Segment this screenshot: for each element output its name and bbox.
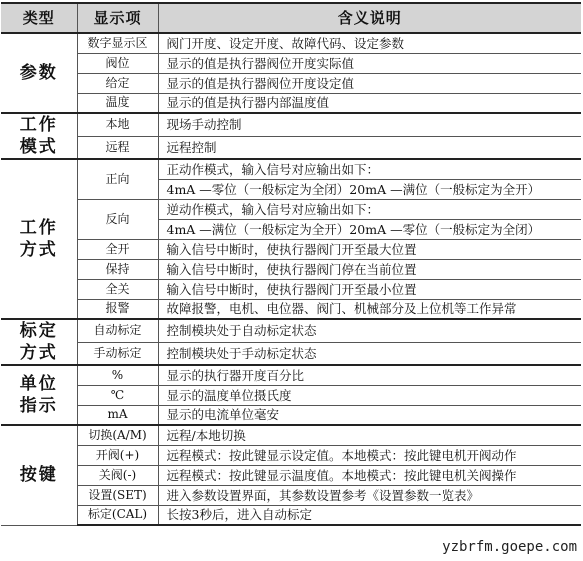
category-label-line1: 标定 [19,321,58,341]
description-cell: 阀门开度、设定开度、故障代码、设定参数 [158,33,581,53]
category-label-line1: 单位 [19,374,58,394]
description-cell: 远程模式：按此键显示设定值。本地模式：按此键电机开阀动作 [158,445,581,465]
description-cell: 4mA —满位（一般标定为全开）20mA —零位（一般标定为全闭） [158,219,581,239]
description-cell: 显示的电流单位毫安 [158,405,581,425]
table-row [1,425,581,445]
display-item-cell: 切换(A/M) [77,425,158,445]
display-item-cell: 全开 [77,239,158,259]
display-item-cell: 保持 [77,259,158,279]
display-item-cell: 给定 [77,73,158,93]
category-label-line1: 工作 [19,115,58,135]
display-item-cell: ℃ [77,385,158,405]
display-item-cell: 远程 [77,136,158,159]
description-cell: 显示的温度单位摄氏度 [158,385,581,405]
table-row [1,485,581,505]
display-items-table [1,2,581,526]
table-row [1,445,581,465]
description-cell: 远程模式：按此键显示温度值。本地模式：按此键电机关阀操作 [158,465,581,485]
table-row [1,299,581,319]
watermark: yzbrfm.goepe.com [442,539,577,555]
table-row [1,136,581,159]
category-cell [1,365,77,425]
description-cell: 故障报警，电机、电位器、阀门、机械部分及上位机等工作异常 [158,299,581,319]
description-cell: 正动作模式，输入信号对应输出如下： [158,159,581,179]
display-item-cell: 开阀(+) [77,445,158,465]
display-item-cell: 关阀(-) [77,465,158,485]
category-cell [1,113,77,159]
display-item-cell: 设置(SET) [77,485,158,505]
table-row [1,199,581,219]
description-cell: 显示的值是执行器阀位开度实际值 [158,53,581,73]
display-item-cell: 报警 [77,299,158,319]
description-cell: 进入参数设置界面，其参数设置参考《设置参数一览表》 [158,485,581,505]
description-cell: 显示的值是执行器内部温度值 [158,93,581,113]
description-cell: 控制模块处于手动标定状态 [158,342,581,365]
description-cell: 远程/本地切换 [158,425,581,445]
display-item-cell: 反向 [77,199,158,239]
category-cell: 参数 [1,33,77,113]
table-row [1,239,581,259]
display-item-cell: 阀位 [77,53,158,73]
display-item-cell: 正向 [77,159,158,199]
table-row [1,465,581,485]
table-row [1,279,581,299]
description-cell: 现场手动控制 [158,113,581,136]
display-item-cell: 自动标定 [77,319,158,342]
description-cell: 逆动作模式，输入信号对应输出如下： [158,199,581,219]
description-cell: 输入信号中断时，使执行器阀门开至最大位置 [158,239,581,259]
table-row [1,113,581,136]
table-row [1,505,581,525]
category-label-line2: 模式 [19,137,58,157]
table-row [1,365,581,385]
description-cell: 控制模块处于自动标定状态 [158,319,581,342]
description-cell: 长按3秒后，进入自动标定 [158,505,581,525]
table-body [1,33,581,525]
category-cell [1,319,77,365]
category-label-line2: 指示 [19,396,58,416]
table-row [1,93,581,113]
display-item-cell: 标定(CAL) [77,505,158,525]
table-row [1,53,581,73]
table-row [1,259,581,279]
category-cell [1,159,77,319]
table-row [1,73,581,93]
table-row [1,342,581,365]
category-label-line1: 工作 [19,218,58,238]
display-item-cell: 数字显示区 [77,33,158,53]
description-cell: 4mA —零位（一般标定为全闭）20mA —满位（一般标定为全开） [158,179,581,199]
category-cell: 按键 [1,425,77,525]
category-label-line2: 方式 [19,343,58,363]
table-row [1,33,581,53]
description-cell: 输入信号中断时，使执行器阀门停在当前位置 [158,259,581,279]
category-label-line2: 方式 [19,240,58,260]
description-cell: 输入信号中断时，使执行器阀门开至最小位置 [158,279,581,299]
table-row [1,159,581,179]
display-item-cell: 温度 [77,93,158,113]
header-type: 类型 [1,3,77,33]
header-meaning: 含义说明 [158,3,581,33]
description-cell: 显示的执行器开度百分比 [158,365,581,385]
header-item: 显示项 [77,3,158,33]
table-header-row [1,3,581,33]
description-cell: 显示的值是执行器阀位开度设定值 [158,73,581,93]
table-row [1,385,581,405]
table-row [1,319,581,342]
display-item-cell: 手动标定 [77,342,158,365]
display-item-cell: 本地 [77,113,158,136]
display-item-cell: mA [77,405,158,425]
description-cell: 远程控制 [158,136,581,159]
table-row [1,405,581,425]
display-item-cell: 全关 [77,279,158,299]
display-item-cell: % [77,365,158,385]
